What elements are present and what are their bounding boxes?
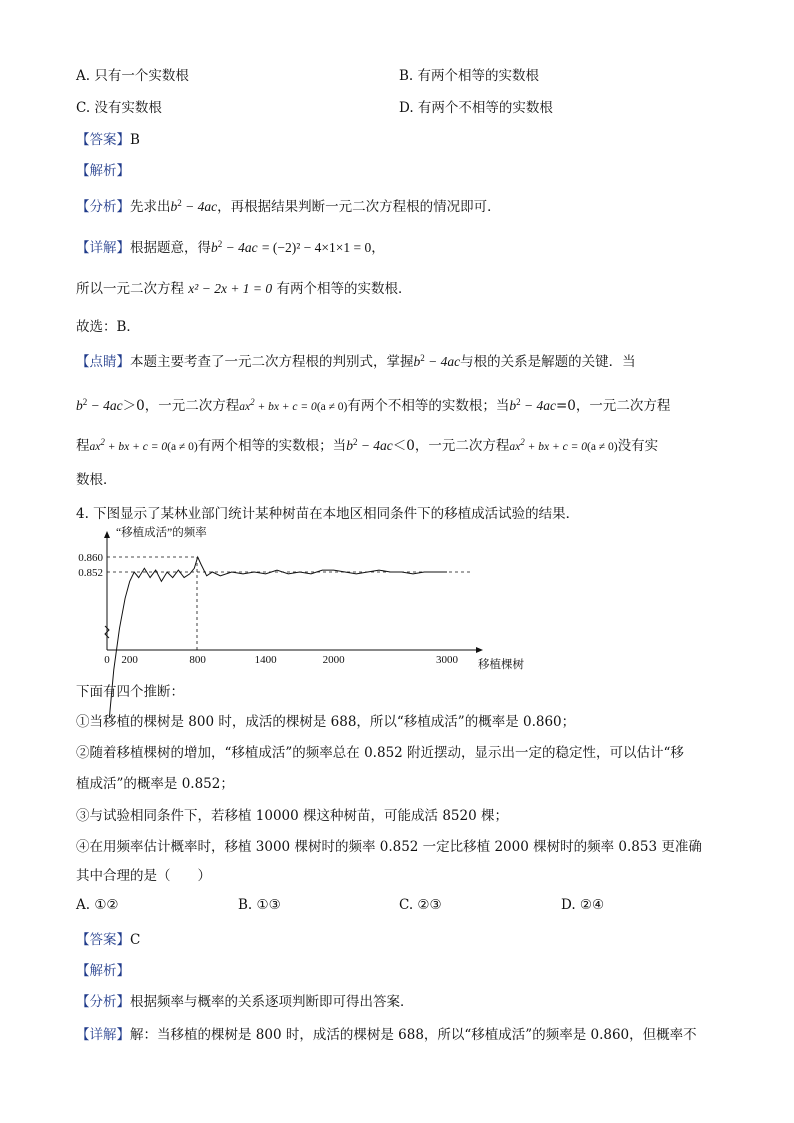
fenxi-pre: 先求出 (130, 199, 171, 215)
q3-option-b: B. 有两个相等的实数根 (399, 68, 540, 84)
q4-option-c: C. ②③ (399, 897, 442, 913)
suoyi-post: 有两个相等的实数根． (276, 281, 412, 297)
q4-option-d: D. ②④ (561, 897, 605, 913)
q3-analysis-label: 【解析】 (76, 163, 130, 179)
q3-dianjing-line1 (76, 350, 636, 370)
q4-option-a: A. ①② (76, 897, 119, 913)
general-equation: $ax^2$ + bx + c = 0(a ≠ 0) (89, 437, 198, 453)
q3-dianjing-line2 (76, 394, 670, 414)
discriminant-expr: $b^2 - 4ac$ (170, 198, 218, 214)
line3-c: 没有实 (617, 438, 659, 454)
discriminant-expr: $b^2 - 4ac$ (346, 437, 393, 453)
q4-statement-3: ③与试验相同条件下，若移植 10000 棵这种树苗，可能成活 8520 棵； (76, 808, 508, 824)
q3-guxuan: 故选：B． (76, 319, 140, 335)
q3-dianjing-line4: 数根． (76, 472, 117, 488)
q4-statement-2b: 植成活”的概率是 0.852； (76, 776, 234, 792)
fenxi-label: 【分析】 (76, 199, 130, 215)
x-tick-label: 0 (104, 654, 110, 666)
q3-xiangjie (76, 236, 385, 256)
q4-statement-1: ①当移植的棵树是 800 时，成活的棵树是 688，所以“移植成活”的概率是 0.860； (76, 714, 576, 730)
line3-a: 有两个相等的实数根；当 (197, 438, 347, 454)
q3-answer (76, 128, 140, 148)
answer-label: 【答案】 (76, 132, 130, 148)
q3-option-d: D. 有两个不相等的实数根 (399, 100, 553, 116)
q4-xiangjie (76, 1023, 697, 1043)
y-axis-break (105, 626, 109, 638)
line3-pre: 程 (76, 438, 90, 454)
y-tick-0-860: 0.860 (78, 552, 103, 564)
q4-intro: 下面有四个推断： (76, 684, 184, 700)
q4-statement-2a: ②随着移植棵树的增加，“移植成活”的频率总在 0.852 附近摆动，显示出一定的稳定性，可以估计“移 (76, 745, 684, 761)
answer-label: 【答案】 (76, 932, 130, 948)
q4-stem: 4. 下图显示了某林业部门统计某种树苗在本地区相同条件下的移植成活试验的结果． (76, 506, 580, 522)
general-equation: $ax^2$ + bx + c = 0(a ≠ 0) (509, 437, 618, 453)
q3-dianjing-line3 (76, 434, 658, 454)
xiangjie-post: ， (371, 240, 385, 256)
discriminant-expr: $b^2 - 4ac$ (76, 397, 123, 413)
q3-option-a: A. 只有一个实数根 (76, 68, 189, 84)
suoyi-pre: 所以一元二次方程 (76, 281, 184, 297)
x-tick-label: 2000 (322, 654, 345, 666)
q4-fenxi (76, 990, 414, 1010)
discriminant-expr: $b^2 - 4ac$ (509, 397, 556, 413)
q4-answer (76, 928, 140, 948)
q4-statement-4: ④在用频率估计概率时，移植 3000 棵树时的频率 0.852 一定比移植 2000 棵树时的频率 0.853 更准确 (76, 839, 702, 855)
fenxi-post: ，再根据结果判断一元二次方程根的情况即可． (217, 199, 501, 215)
x-axis-label: 移植棵树 (478, 659, 524, 671)
line2-a: ＞0，一元二次方程 (122, 398, 240, 414)
line2-b: 有两个不相等的实数根；当 (347, 398, 510, 414)
xiangjie-expr: = (−2)² − 4×1×1 = 0 (261, 240, 372, 255)
x-tick-label: 1400 (254, 654, 277, 666)
discriminant-expr: $b^2 - 4ac$ (211, 239, 258, 255)
answer-value: B (130, 132, 140, 148)
chart-title: “移植成活”的频率 (116, 527, 207, 539)
xiangjie-pre: 根据题意，得 (130, 240, 211, 256)
q4-option-b: B. ①③ (238, 897, 281, 913)
xiangjie-text: 解：当移植的棵树是 800 时，成活的棵树是 688，所以“移植成活”的频率是 0.860，但概率不 (130, 1027, 697, 1043)
line3-b: ＜0，一元二次方程 (392, 438, 510, 454)
general-equation: $ax^2$ + bx + c = 0(a ≠ 0) (239, 397, 348, 413)
fenxi-text: 根据频率与概率的关系逐项判断即可得出答案． (130, 994, 414, 1010)
dianjing-label: 【点睛】 (76, 354, 130, 370)
dianjing-pre: 本题主要考查了一元二次方程根的判别式，掌握 (130, 354, 414, 370)
xiangjie-label: 【详解】 (76, 240, 130, 256)
discriminant-expr: $b^2 - 4ac$ (413, 353, 461, 369)
q3-fenxi (76, 195, 501, 215)
line2-c: =0，一元二次方程 (556, 398, 671, 414)
answer-value: C (130, 932, 141, 948)
x-tick-label: 3000 (436, 654, 458, 666)
q4-chart (78, 522, 550, 674)
fenxi-label: 【分析】 (76, 994, 130, 1010)
dianjing-post: 与根的关系是解题的关键．当 (460, 354, 636, 370)
q3-suoyi (76, 277, 411, 297)
y-tick-0-852: 0.852 (78, 567, 103, 579)
suoyi-expr: x² − 2x + 1 = 0 (188, 281, 273, 296)
q3-option-c: C. 没有实数根 (76, 100, 162, 116)
q4-question: 其中合理的是（ ） (76, 868, 211, 884)
xiangjie-label: 【详解】 (76, 1027, 130, 1043)
x-tick-label: 200 (121, 654, 138, 666)
q4-analysis-label: 【解析】 (76, 963, 130, 979)
x-tick-label: 800 (189, 654, 206, 666)
